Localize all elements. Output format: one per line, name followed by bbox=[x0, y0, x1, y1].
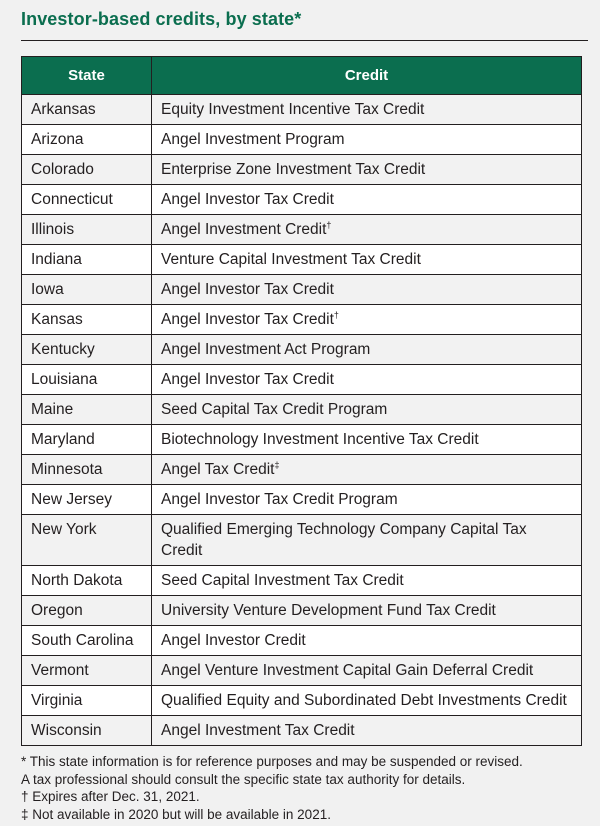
credit-name: Angel Investment Tax Credit bbox=[161, 722, 355, 739]
credit-cell bbox=[152, 485, 582, 515]
credit-cell bbox=[152, 656, 582, 686]
table-row bbox=[22, 335, 582, 365]
credit-cell bbox=[152, 305, 582, 335]
state-cell: Louisiana bbox=[22, 365, 152, 395]
footnote-double-dagger: ‡ Not available in 2020 but will be available in 2021. bbox=[21, 806, 331, 822]
state-cell: Illinois bbox=[22, 215, 152, 245]
state-cell: Iowa bbox=[22, 275, 152, 305]
credit-name: Seed Capital Tax Credit Program bbox=[161, 401, 388, 418]
credit-cell bbox=[152, 245, 582, 275]
credit-cell bbox=[152, 95, 582, 125]
credit-name: Angel Investor Tax Credit Program bbox=[161, 491, 398, 508]
credit-name: Enterprise Zone Investment Tax Credit bbox=[161, 161, 426, 178]
column-header-credit: Credit bbox=[152, 57, 582, 95]
state-cell: New York bbox=[22, 515, 152, 566]
table-row bbox=[22, 686, 582, 716]
state-cell: Virginia bbox=[22, 686, 152, 716]
footnote-dagger: † Expires after Dec. 31, 2021. bbox=[21, 789, 200, 804]
credit-cell bbox=[152, 455, 582, 485]
table-row bbox=[22, 425, 582, 455]
column-header-state: State bbox=[22, 57, 152, 95]
table-row bbox=[22, 656, 582, 686]
footnotes bbox=[21, 753, 523, 823]
footnote-marker: ‡ bbox=[274, 460, 280, 470]
state-cell: Arkansas bbox=[22, 95, 152, 125]
credit-cell bbox=[152, 596, 582, 626]
state-cell: Connecticut bbox=[22, 185, 152, 215]
credit-cell bbox=[152, 125, 582, 155]
credit-name: Angel Investment Credit bbox=[161, 221, 327, 238]
credit-cell bbox=[152, 275, 582, 305]
credit-name: Equity Investment Incentive Tax Credit bbox=[161, 101, 425, 118]
credit-name: Qualified Emerging Technology Company Capital Tax Credit bbox=[161, 521, 527, 559]
credit-name: Biotechnology Investment Incentive Tax Credit bbox=[161, 431, 479, 448]
table-row bbox=[22, 185, 582, 215]
credit-name: Angel Investor Credit bbox=[161, 632, 306, 649]
credit-name: Angel Investor Tax Credit bbox=[161, 311, 334, 328]
state-cell: New Jersey bbox=[22, 485, 152, 515]
table-row bbox=[22, 566, 582, 596]
credit-name: University Venture Development Fund Tax Credit bbox=[161, 602, 496, 619]
table-row bbox=[22, 125, 582, 155]
page-title: Investor-based credits, by state* bbox=[21, 9, 302, 29]
state-cell: Arizona bbox=[22, 125, 152, 155]
table-row bbox=[22, 275, 582, 305]
footnote-marker: † bbox=[333, 310, 339, 320]
state-cell: Oregon bbox=[22, 596, 152, 626]
credit-cell bbox=[152, 215, 582, 245]
state-cell: South Carolina bbox=[22, 626, 152, 656]
credit-cell bbox=[152, 515, 582, 566]
credit-name: Angel Investor Tax Credit bbox=[161, 371, 334, 388]
table-row bbox=[22, 626, 582, 656]
state-cell: Kansas bbox=[22, 305, 152, 335]
table-row bbox=[22, 596, 582, 626]
table-row bbox=[22, 455, 582, 485]
table-row bbox=[22, 155, 582, 185]
credit-cell bbox=[152, 716, 582, 746]
credit-name: Angel Investor Tax Credit bbox=[161, 281, 334, 298]
credit-cell bbox=[152, 395, 582, 425]
credit-name: Angel Investor Tax Credit bbox=[161, 191, 334, 208]
state-cell: Colorado bbox=[22, 155, 152, 185]
credit-name: Angel Venture Investment Capital Gain Deferral Credit bbox=[161, 662, 534, 679]
footnote-consult: A tax professional should consult the specific state tax authority for details. bbox=[21, 771, 466, 787]
credit-name: Angel Tax Credit bbox=[161, 461, 275, 478]
state-cell: Minnesota bbox=[22, 455, 152, 485]
table-row bbox=[22, 716, 582, 746]
credit-cell bbox=[152, 335, 582, 365]
credit-cell bbox=[152, 686, 582, 716]
state-cell: Vermont bbox=[22, 656, 152, 686]
footnote-reference: * This state information is for reference purposes and may be suspended or revised. bbox=[21, 754, 523, 769]
table-row bbox=[22, 95, 582, 125]
state-cell: Maine bbox=[22, 395, 152, 425]
credit-name: Venture Capital Investment Tax Credit bbox=[161, 251, 421, 268]
table-row bbox=[22, 245, 582, 275]
title-divider bbox=[21, 40, 588, 41]
table-header-row bbox=[22, 57, 582, 95]
table-row bbox=[22, 215, 582, 245]
state-cell: Maryland bbox=[22, 425, 152, 455]
credit-cell bbox=[152, 566, 582, 596]
table-row bbox=[22, 515, 582, 566]
table-row bbox=[22, 485, 582, 515]
state-credits-table bbox=[21, 56, 582, 746]
state-cell: Kentucky bbox=[22, 335, 152, 365]
credit-cell bbox=[152, 185, 582, 215]
credit-cell bbox=[152, 425, 582, 455]
credit-cell bbox=[152, 626, 582, 656]
credit-name: Qualified Equity and Subordinated Debt Investments Credit bbox=[161, 692, 567, 709]
credit-cell bbox=[152, 365, 582, 395]
state-cell: Indiana bbox=[22, 245, 152, 275]
footnote-marker: † bbox=[326, 220, 332, 230]
table-body bbox=[22, 95, 582, 746]
credit-name: Angel Investment Act Program bbox=[161, 341, 371, 358]
credit-cell bbox=[152, 155, 582, 185]
table-row bbox=[22, 305, 582, 335]
table-row bbox=[22, 365, 582, 395]
table-row bbox=[22, 395, 582, 425]
credit-name: Seed Capital Investment Tax Credit bbox=[161, 572, 404, 589]
credit-name: Angel Investment Program bbox=[161, 131, 345, 148]
state-cell: Wisconsin bbox=[22, 716, 152, 746]
state-cell: North Dakota bbox=[22, 566, 152, 596]
